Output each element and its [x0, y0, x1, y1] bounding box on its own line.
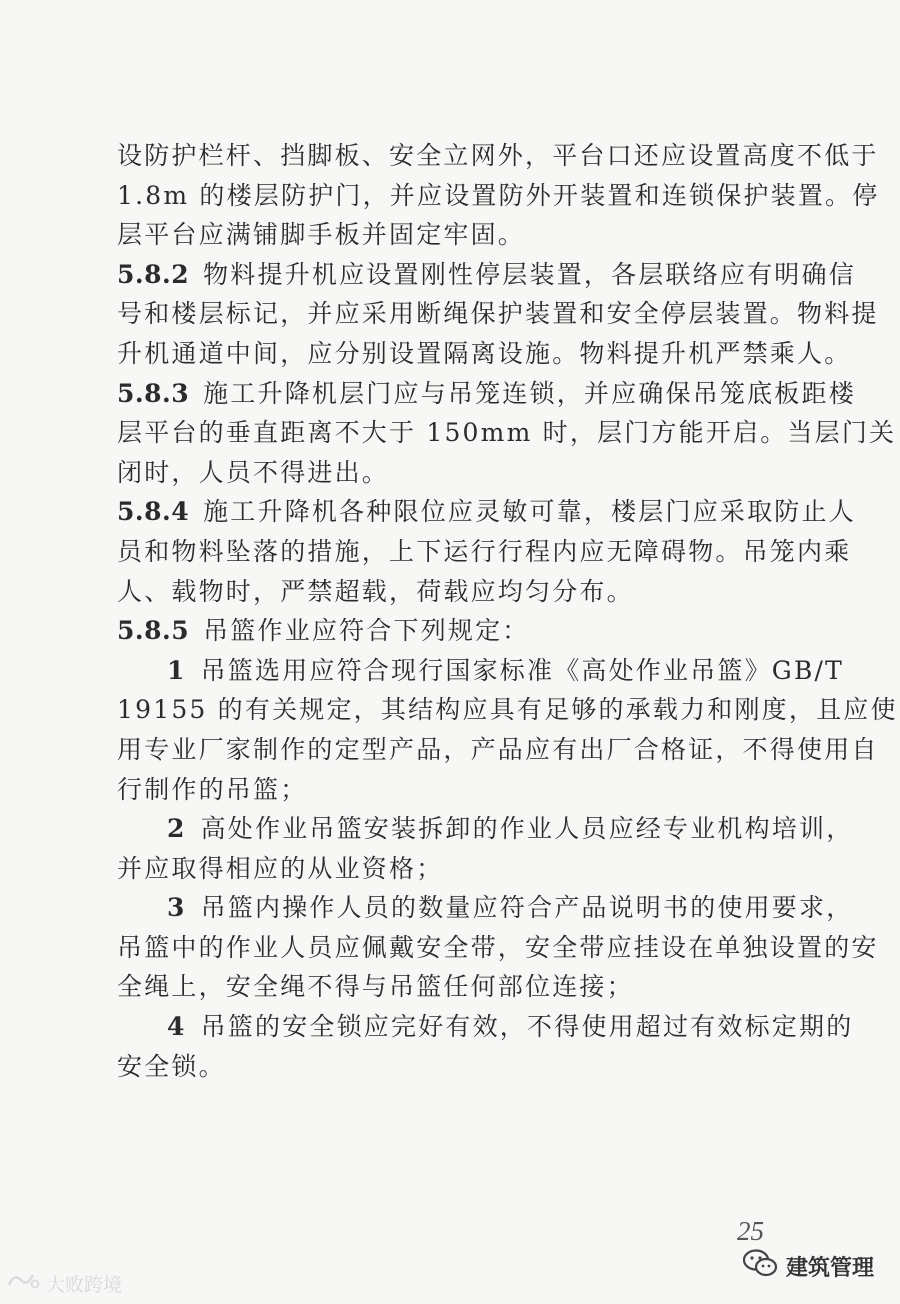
brand-logo-icon — [6, 1270, 40, 1297]
text-line: 安全锁。 — [117, 1051, 226, 1081]
item-number: 3 — [167, 893, 187, 923]
text-line: 行制作的吊篮； — [117, 774, 308, 804]
clause-5-8-4: 5.8.4 施工升降机各种限位应灵敏可靠，楼层门应采取防止人 — [117, 492, 787, 532]
text-line: 层平台的垂直距离不大于 150mm 时，层门方能开启。当层门关 — [117, 418, 897, 448]
list-item-3: 3 吊篮内操作人员的数量应符合产品说明书的使用要求， — [117, 888, 787, 928]
clause-number: 5.8.4 — [117, 497, 190, 527]
item-number: 4 — [167, 1012, 187, 1042]
list-item-1: 1 吊篮选用应符合现行国家标准《高处作业吊篮》GB/T — [117, 651, 787, 691]
clause-number: 5.8.5 — [117, 616, 190, 646]
item-number: 1 — [167, 655, 187, 685]
clause-number: 5.8.2 — [117, 259, 190, 289]
wechat-icon — [742, 1248, 778, 1284]
clause-5-8-2: 5.8.2 物料提升机应设置刚性停层装置，各层联络应有明确信 — [117, 255, 787, 295]
clause-5-8-3: 5.8.3 施工升降机层门应与吊笼连锁，并应确保吊笼底板距楼 — [117, 374, 787, 414]
page-number: 25 — [737, 1216, 764, 1246]
list-item-2: 2 高处作业吊篮安装拆卸的作业人员应经专业机构培训， — [117, 809, 787, 849]
clause-number: 5.8.3 — [117, 378, 190, 408]
list-item-4: 4 吊篮的安全锁应完好有效，不得使用超过有效标定期的 — [117, 1007, 787, 1047]
corner-watermark — [6, 1270, 122, 1297]
item-number: 2 — [167, 814, 187, 844]
text-line: 人、载物时，严禁超载，荷载应均匀分布。 — [117, 576, 634, 606]
text-line: 吊篮中的作业人员应佩戴安全带，安全带应挂设在单独设置的安 — [117, 932, 879, 962]
text-line: 全绳上，安全绳不得与吊篮任何部位连接； — [117, 972, 634, 1002]
wechat-watermark — [742, 1248, 874, 1284]
watermark-label: 大败跨境 — [46, 1274, 123, 1296]
clause-5-8-5: 5.8.5 吊篮作业应符合下列规定： — [117, 611, 787, 651]
watermark-label: 建筑管理 — [786, 1255, 875, 1281]
text-line: 员和物料坠落的措施，上下运行行程内应无障碍物。吊笼内乘 — [117, 536, 852, 566]
text-line: 闭时，人员不得进出。 — [117, 457, 390, 487]
document-body — [117, 136, 898, 1086]
text-line: 用专业厂家制作的定型产品，产品应有出厂合格证，不得使用自 — [117, 734, 879, 764]
text-line: 号和楼层标记，并应采用断绳保护装置和安全停层装置。物料提 — [117, 299, 879, 329]
text-line: 1.8m 的楼层防护门，并应设置防外开装置和连锁保护装置。停 — [117, 180, 880, 210]
text-line: 层平台应满铺脚手板并固定牢固。 — [117, 220, 526, 250]
text-line: 19155 的有关规定，其结构应具有足够的承载力和刚度，且应使 — [117, 695, 898, 725]
text-line: 并应取得相应的从业资格； — [117, 853, 444, 883]
text-line: 升机通道中间，应分别设置隔离设施。物料提升机严禁乘人。 — [117, 338, 852, 368]
text-line: 设防护栏杆、挡脚板、安全立网外，平台口还应设置高度不低于 — [117, 141, 879, 170]
